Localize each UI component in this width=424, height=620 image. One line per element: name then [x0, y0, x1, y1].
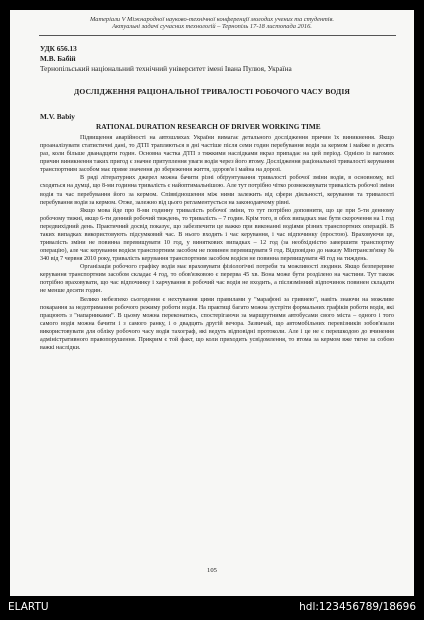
author-en: M.V. Babiy — [40, 112, 75, 121]
repository-footer — [0, 596, 424, 620]
paragraph-5: Велико небезпеко сьогодення є нехтування цими правилами у "марафоні за гривнею", навіть знаючи на можливе покарання за недотримання робочого режиму роботи водія. На практиці багато можна зустріти формальних графіків роботи водія, які працюють з "напарниками". В цьому можна переконатись, спостерігаючи за маршрутними автобусами свого міста – одного і того самого водія можна бачити і з самого ранку, і о двадцять другій вечора. Зазвичай, що автомобільних перевізників зобов'язали використовувати для обліку робочого часу водія тахограф, які ведуть відповідні протоколи. Але і це не є перешкодою до вчинення адміністративного правопорушення. Прикрим є той факт, що коли приходить усвідомлення, то втома за кермом вже тягне за собою важкі наслідки. — [40, 296, 394, 352]
affiliation: Тернопільський національний технічний університет імені Івана Пулюя, Україна — [40, 64, 292, 73]
title-en: RATIONAL DURATION RESEARCH OF DRIVER WORKING TIME — [96, 122, 321, 131]
header-line-1: Матеріали V Міжнародної науково-технічної конференції молодих учених та студентів. — [90, 16, 334, 23]
udc-code: УДК 656.13 — [40, 44, 77, 53]
document-page — [10, 10, 414, 596]
body-text — [40, 134, 394, 352]
page-number: 105 — [207, 567, 217, 574]
handle-id: hdl:123456789/18696 — [299, 601, 416, 613]
paragraph-3: Якщо мова йде про 8-ми годинну тривалість робочої зміни, то тут потрібно доповнити, що це при 5-ти денному робочому тижні, якщо 6-ти денний робочий тиждень, то тривалість – 7 годин. Крім того, в обох випадках має бути скорочення на 1 год передвихідний день. Практичний досвід показує, що забезпечити це важко при виконанні водіями різних транспортних операцій. В таких випадках використовують підсумковий час. В нього входять і час керування, і час відпочинку (простою). Враховуючи це, тривалість зміни не повинна перевищувати 10 год, у виняткових випадках – 12 год (за необхідністю завершити транспортну операцію), але час керування водієм транспортним засобом не повинен перевищувати 9 год. Відповідно до наказу Мінтрансзв'язку № 340 від 7 червня 2010 року, тривалість керування транспортним засобом водієм не повинна перевищувати 48 год на тиждень. — [40, 207, 394, 263]
conference-header — [10, 16, 414, 31]
paragraph-4: Організація робочого графіку водія має враховувати фізіологічні потреби та можливості людини. Якщо безперервне керування транспортним засобом складає 4 год, то обов'язковою є перерва 45 хв. Вона може бути розділено на частини. Тут також потрібно враховувати, що час відпочинку і харчування в робочий час водія не входить, а післязмінний відпочинок повинен складати не менше десяти годин. — [40, 264, 394, 295]
header-divider — [39, 35, 396, 36]
repository-name: ELARTU — [8, 601, 49, 613]
header-line-2: Актуальні задачі сучасних технологій – Тернопіль 17-18 листопада 2016. — [112, 23, 312, 31]
paragraph-1: Підвищення аварійності на автошляхах України вимагає детального дослідження причин їх виникнення. Якщо проаналізувати статистичні дані, то ДТП трапляються в дні частіше після семи годин перебування водія за кермом і майже в десять раз, коли більше дванадцяти годин. Основна частка ДТП з тяжкими наслідками вкраз припадає на цей період. Однією із вагомих причин виникнення таких пригод є значне притуплення уваги водія через його втому. Дослідження раціональної тривалості керування транспортним засобом має пряме значення до збереження життя, здоров'я і майна на дорозі. — [40, 135, 394, 174]
author-ua: М.В. Бабій — [40, 54, 76, 63]
title-ua: ДОСЛІДЖЕННЯ РАЦІОНАЛЬНОЇ ТРИВАЛОСТІ РОБОЧОГО ЧАСУ ВОДІЯ — [74, 87, 350, 96]
paragraph-2: В ряді літературних джерел можна бачити різні обґрунтування тривалості робочої зміни водія, в основному, всі сходяться на думці, що 8-ми годинна тривалість є найоптимальнішою. Але тут потрібно чітко розмежовувати тривалість робочої зміни водія та час перебування його за кермом. Співвідношення між ними залежить від сфери діяльності, керування та тривалості перебування водія за кермом. Отже, залежно від цього регламентується на законодавчому рівні. — [40, 175, 394, 206]
